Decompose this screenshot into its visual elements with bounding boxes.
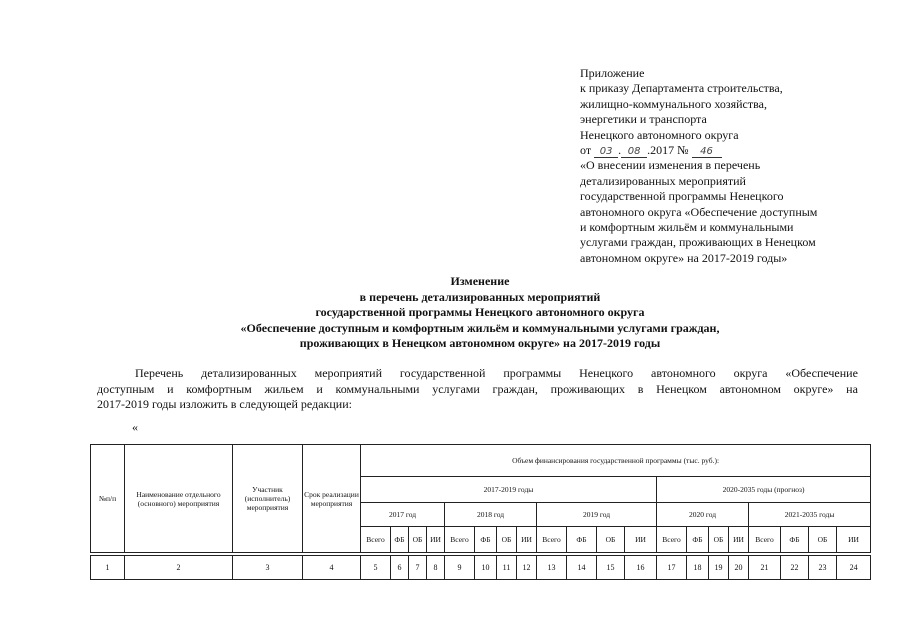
subheader-fb: ФБ [475, 527, 497, 553]
appendix-line: Приложение [580, 66, 645, 80]
appendix-quote-line: и комфортным жильём и коммунальными [580, 220, 794, 235]
body-line-2 [97, 382, 858, 398]
appendix-line: Ненецкого автономного округа [580, 127, 739, 142]
header-period-2020-2035: 2020-2035 годы (прогноз) [657, 477, 871, 503]
body-word: граждан, [492, 381, 538, 396]
subheader-ob: ОБ [809, 527, 837, 553]
date-month: 08 [621, 146, 647, 158]
column-number: 12 [517, 556, 537, 580]
column-number: 9 [445, 556, 475, 580]
subheader-fb: ФБ [391, 527, 409, 553]
appendix-quote-line: государственной программы Ненецкого [580, 189, 784, 204]
body-word: «Обеспечение [785, 366, 858, 380]
order-date-line: от 03 . 08 .2017 № 46 [580, 143, 880, 158]
column-number: 21 [749, 556, 781, 580]
subheader-fb: ФБ [687, 527, 709, 553]
subheader-total: Всего [361, 527, 391, 553]
column-number: 8 [427, 556, 445, 580]
title-line: «Обеспечение доступным и комфортным жильём и коммунальными услугами граждан, [240, 320, 720, 335]
body-word: доступным [97, 381, 155, 396]
title-line: проживающих в Ненецком автономном округе» на 2017-2019 годы [299, 336, 661, 350]
header-years-2021-2035: 2021-2035 годы [749, 503, 871, 527]
body-word: детализированных [201, 366, 297, 380]
appendix-quote-line: детализированных мероприятий [580, 173, 746, 188]
date-day: 03 [594, 146, 618, 158]
column-number: 20 [729, 556, 749, 580]
body-word: Ненецком [656, 381, 707, 396]
date-prefix: от [580, 143, 592, 158]
body-word: и [167, 381, 174, 396]
column-number: 11 [497, 556, 517, 580]
column-number: 16 [625, 556, 657, 580]
subheader-fb: ФБ [781, 527, 809, 553]
body-word: Перечень [135, 366, 184, 380]
body-word: округе» [793, 381, 834, 396]
title-line: государственной программы Ненецкого автономного округа [315, 305, 645, 319]
appendix-quote-line: услугами граждан, проживающих в Ненецком [580, 235, 816, 250]
column-number: 7 [409, 556, 427, 580]
document-title [90, 274, 870, 352]
body-word: и [316, 381, 323, 396]
header-event-name: Наименование отдельного (основного) мероприятия [125, 445, 233, 553]
appendix-quote-line: «О внесении изменения в перечень [580, 158, 761, 173]
column-number: 24 [837, 556, 871, 580]
column-number: 5 [361, 556, 391, 580]
body-word: программы [503, 366, 562, 380]
body-word: на [846, 381, 858, 396]
header-period-2017-2019: 2017-2019 годы [361, 477, 657, 503]
column-number: 14 [567, 556, 597, 580]
subheader-ob: ОБ [409, 527, 427, 553]
appendix-line: жилищно-коммунального хозяйства, [580, 96, 767, 111]
header-year-2019: 2019 год [537, 503, 657, 527]
subheader-ii: ИИ [729, 527, 749, 553]
header-participant: Участник (исполнитель) мероприятия [233, 445, 303, 553]
header-term: Срок реализации мероприятия [303, 445, 361, 553]
column-number: 22 [781, 556, 809, 580]
order-number: 46 [692, 146, 722, 158]
financing-table [90, 444, 871, 580]
subheader-ii: ИИ [625, 527, 657, 553]
subheader-ii: ИИ [517, 527, 537, 553]
body-word: проживающих [550, 381, 625, 396]
appendix-quote-line: автономном округе» на 2017-2019 годы» [580, 250, 788, 265]
body-word: в [637, 381, 644, 396]
body-word: округа [733, 366, 768, 380]
subheader-ob: ОБ [709, 527, 729, 553]
column-number: 17 [657, 556, 687, 580]
column-number: 18 [687, 556, 709, 580]
column-number: 23 [809, 556, 837, 580]
date-year: .2017 № [647, 143, 689, 158]
subheader-ob: ОБ [497, 527, 517, 553]
subheader-total: Всего [537, 527, 567, 553]
column-number: 3 [233, 556, 303, 580]
subheader-total: Всего [445, 527, 475, 553]
opening-quote: « [132, 420, 138, 434]
appendix-quote-line: автономного округа «Обеспечение доступным [580, 204, 818, 219]
body-word: автономного [651, 366, 716, 380]
column-number: 13 [537, 556, 567, 580]
body-line-3: 2017-2019 годы изложить в следующей редакции: [97, 397, 352, 411]
title-line: Изменение [450, 274, 510, 288]
column-number: 15 [597, 556, 625, 580]
header-year-2017: 2017 год [361, 503, 445, 527]
appendix-block [580, 66, 880, 266]
subheader-ii: ИИ [427, 527, 445, 553]
appendix-line: энергетики и транспорта [580, 112, 707, 127]
column-number: 2 [125, 556, 233, 580]
body-word: комфортным [186, 381, 252, 396]
column-number: 6 [391, 556, 409, 580]
title-line: в перечень детализированных мероприятий [359, 289, 601, 304]
subheader-ob: ОБ [597, 527, 625, 553]
subheader-ii: ИИ [837, 527, 871, 553]
header-year-2020: 2020 год [657, 503, 749, 527]
subheader-fb: ФБ [567, 527, 597, 553]
column-number: 4 [303, 556, 361, 580]
header-year-2018: 2018 год [445, 503, 537, 527]
column-number: 19 [709, 556, 729, 580]
appendix-line: к приказу Департамента строительства, [580, 81, 783, 96]
body-word: услугами [432, 381, 480, 396]
body-word: жильем [264, 381, 304, 396]
body-paragraph [97, 366, 858, 413]
column-number: 10 [475, 556, 497, 580]
body-word: коммунальными [335, 381, 420, 396]
body-word: Ненецкого [579, 366, 634, 380]
body-word: автономном [719, 381, 781, 396]
subheader-total: Всего [749, 527, 781, 553]
body-line-1 [97, 366, 858, 382]
column-number: 1 [91, 556, 125, 580]
header-financing: Объем финансирования государственной программы (тыс. руб.): [361, 445, 871, 477]
body-word: мероприятий [314, 366, 383, 380]
body-word: государственной [399, 366, 486, 380]
header-number: №п/п [91, 445, 125, 553]
subheader-total: Всего [657, 527, 687, 553]
